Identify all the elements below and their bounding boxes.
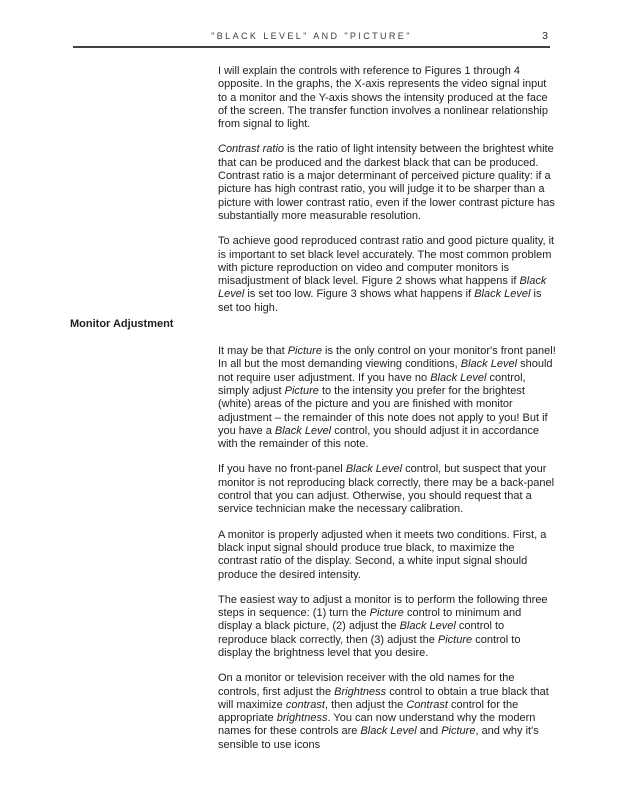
text-run: control, you should adjust it in accordance with the remainder of this note. <box>218 424 540 451</box>
italic-text-run: Brightness <box>334 685 387 698</box>
italic-text-run: Picture <box>441 725 476 738</box>
italic-text-run: Black Level <box>399 620 456 633</box>
text-run: control to reproduce black correctly, then (3) adjust the <box>218 620 505 646</box>
paragraph <box>218 235 556 315</box>
page-header <box>73 31 550 45</box>
text-run: A monitor is properly adjusted when it meets two conditions. First, a black input signal should produce true black, to maximize the contrast ratio of the display. Second, a white input signal should produce the desired intensity. <box>218 528 547 581</box>
italic-text-run: Black Level <box>474 288 531 301</box>
header-rule <box>73 46 550 48</box>
text-run: is set too high. <box>218 288 542 314</box>
text-run: . You can now understand why the modern names for these controls are <box>218 712 536 738</box>
text-run: , then adjust the <box>324 698 407 711</box>
italic-text-run: Picture <box>369 607 404 620</box>
text-run: To achieve good reproduced contrast ratio and good picture quality, it is important to set black level accurately. The most common problem with picture reproduction on video and computer monitors is misadjustment of black level. Figure 2 shows what happens if <box>218 235 555 288</box>
text-run: control, but suspect that your monitor is not reproducing black correctly, there may be a back-panel control that you can adjust. Otherwise, you should request that a service technician make the necessary calibration. <box>218 463 555 516</box>
italic-text-run: Contrast ratio <box>218 143 285 156</box>
text-run: is the only control on your monitor's front panel! In all but the most demanding viewing conditions, <box>218 345 556 371</box>
italic-text-run: Picture <box>287 345 322 358</box>
margin-heading: Monitor Adjustment <box>70 318 174 330</box>
italic-text-run: brightness <box>276 712 328 725</box>
paragraph <box>218 463 556 516</box>
italic-text-run: Black Level <box>218 275 547 301</box>
page-number: 3 <box>542 30 548 42</box>
paragraph <box>218 345 556 451</box>
running-head-title: "BLACK LEVEL" AND "PICTURE" <box>211 31 412 41</box>
text-run: If you have no front-panel <box>218 463 346 476</box>
italic-text-run: Picture <box>284 384 319 397</box>
text-run: is the ratio of light intensity between the brightest white that can be produced and the darkest black that can be produced. Contrast ratio is a major determinant of perceived picture quality: if a picture has high contrast ratio, you will judge it to be sharper than a picture with lower contrast ratio, even if the lower contrast picture has substantially more measurable resolution. <box>218 143 555 222</box>
paragraph <box>218 594 556 660</box>
text-run: control to obtain a true black that will maximize <box>218 685 549 711</box>
text-run: should not require user adjustment. If you have no <box>218 358 553 384</box>
paragraph <box>218 65 556 131</box>
paragraph <box>218 672 556 752</box>
paragraph <box>218 143 556 223</box>
italic-text-run: contrast <box>285 698 325 711</box>
text-run: control, simply adjust <box>218 371 526 397</box>
italic-text-run: Black Level <box>430 371 487 384</box>
italic-text-run: Black Level <box>360 725 417 738</box>
text-run: control to minimum and display a black picture, (2) adjust the <box>218 607 522 633</box>
text-run: and <box>416 725 442 738</box>
text-run: It may be that <box>218 345 288 358</box>
body-column <box>218 65 556 764</box>
italic-text-run: Black Level <box>460 358 518 371</box>
text-run: control for the appropriate <box>218 698 519 725</box>
text-run: to the intensity you prefer for the brightest (white) areas of the picture and you are finished with monitor adjustment – the remainder of this note does not apply to you! But if you have a <box>218 384 548 437</box>
text-run: I will explain the controls with reference to Figures 1 through 4 opposite. In the graphs, the X-axis represents the video signal input to a monitor and the Y-axis shows the intensity produced at the face of the screen. The transfer function involves a nonlinear relationship from signal to light. <box>218 65 548 131</box>
italic-text-run: Black Level <box>345 463 403 476</box>
text-run: , and why it's sensible to use icons <box>218 725 539 751</box>
italic-text-run: Black Level <box>274 424 332 437</box>
paragraph <box>218 529 556 582</box>
text-run: On a monitor or television receiver with the old names for the controls, first adjust the <box>218 672 515 698</box>
text-run: control to display the brightness level that you desire. <box>218 633 521 659</box>
text-run: The easiest way to adjust a monitor is to perform the following three steps in sequence: (1) turn the <box>218 593 548 620</box>
italic-text-run: Contrast <box>406 698 448 711</box>
italic-text-run: Picture <box>437 633 473 646</box>
text-run: is set too low. Figure 3 shows what happens if <box>244 288 475 301</box>
